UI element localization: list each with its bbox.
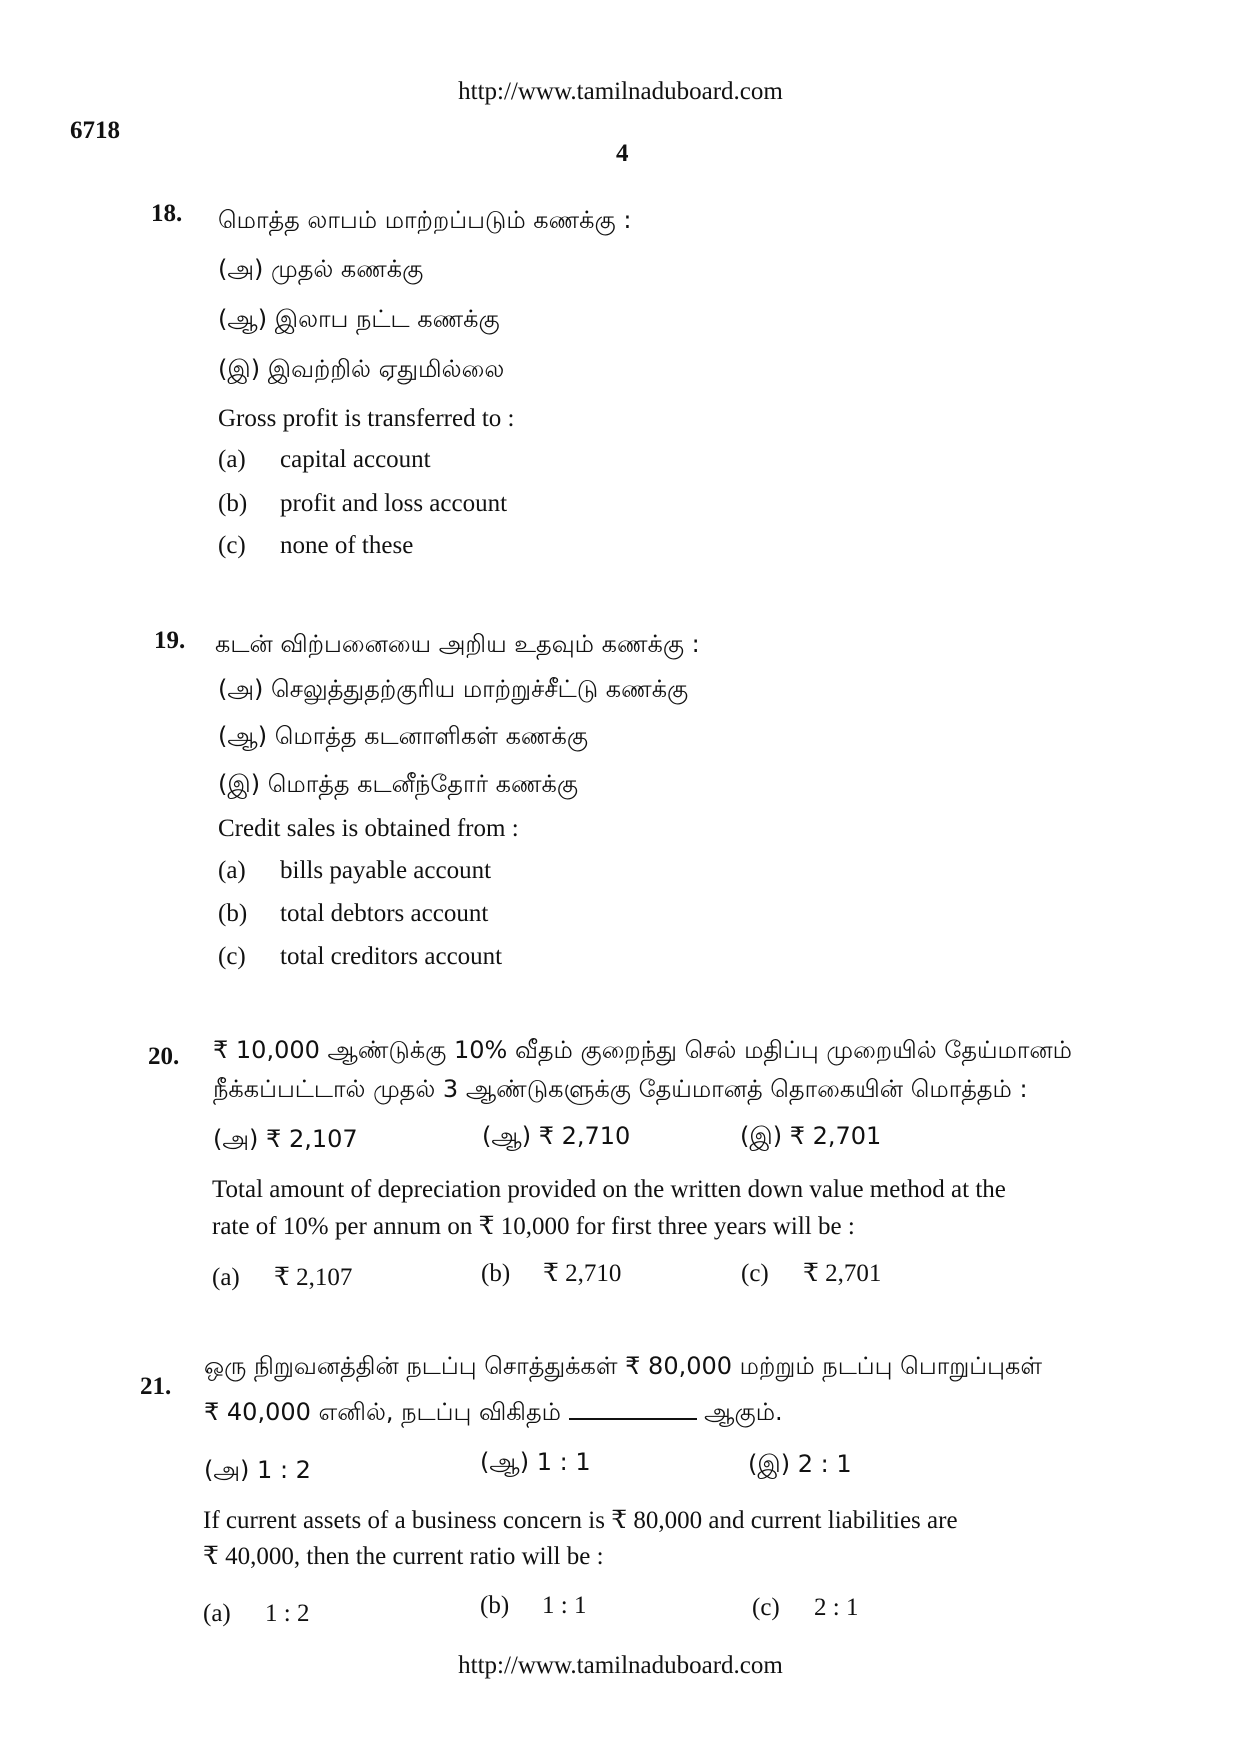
english-question: Credit sales is obtained from : xyxy=(218,815,519,842)
tamil-option: (இ) ₹ 2,701 xyxy=(740,1122,882,1150)
english-option: (a) 1 : 2 xyxy=(203,1600,310,1627)
question-number: 19. xyxy=(154,627,186,654)
tamil-option: (அ) 1 : 2 xyxy=(204,1456,311,1484)
english-option: (b) 1 : 1 xyxy=(480,1592,587,1619)
tamil-option: (அ) முதல் கணக்கு xyxy=(218,255,424,283)
page-number: 4 xyxy=(616,140,629,167)
tamil-option: (அ) செலுத்துதற்குரிய மாற்றுச்சீட்டு கணக்கு xyxy=(218,675,689,703)
english-option: (a) ₹ 2,107 xyxy=(212,1264,353,1291)
english-option: (a) capital account xyxy=(218,446,431,473)
tamil-question-line: நீக்கப்பட்டால் முதல் 3 ஆண்டுகளுக்கு தேய்மானத் தொகையின் மொத்தம் : xyxy=(213,1075,1028,1103)
english-option: (b) total debtors account xyxy=(218,900,489,927)
english-option: (b) profit and loss account xyxy=(218,490,508,517)
tamil-question-line: ₹ 40,000 எனில், நடப்பு விகிதம் ஆகும். xyxy=(204,1398,783,1426)
answer-blank xyxy=(569,1412,697,1420)
paper-code: 6718 xyxy=(70,117,120,144)
english-option: (c) ₹ 2,701 xyxy=(741,1260,882,1287)
tamil-question-line: ஒரு நிறுவனத்தின் நடப்பு சொத்துக்கள் ₹ 80,000 மற்றும் நடப்பு பொறுப்புகள் xyxy=(204,1352,1043,1380)
tamil-option: (ஆ) இலாப நட்ட கணக்கு xyxy=(218,305,500,333)
header-url: http://www.tamilnaduboard.com xyxy=(458,78,783,105)
tamil-option: (இ) மொத்த கடனீந்தோர் கணக்கு xyxy=(218,770,579,798)
english-question: Gross profit is transferred to : xyxy=(218,405,515,432)
english-question-line: If current assets of a business concern is ₹ 80,000 and current liabilities are xyxy=(203,1507,958,1534)
tamil-question: மொத்த லாபம் மாற்றப்படும் கணக்கு : xyxy=(218,206,632,234)
tamil-option: (ஆ) மொத்த கடனாளிகள் கணக்கு xyxy=(218,722,589,750)
english-question-line: Total amount of depreciation provided on the written down value method at the xyxy=(212,1176,1006,1203)
footer-url: http://www.tamilnaduboard.com xyxy=(458,1652,783,1679)
english-option: (c) none of these xyxy=(218,532,414,559)
english-option: (a) bills payable account xyxy=(218,857,492,884)
tamil-question: கடன் விற்பனையை அறிய உதவும் கணக்கு : xyxy=(215,630,700,658)
tamil-option: (ஆ) 1 : 1 xyxy=(480,1448,591,1476)
tamil-question-line: ₹ 10,000 ஆண்டுக்கு 10% வீதம் குறைந்து செல் மதிப்பு முறையில் தேய்மானம் xyxy=(213,1036,1072,1064)
tamil-option: (அ) ₹ 2,107 xyxy=(213,1125,358,1153)
tamil-option: (ஆ) ₹ 2,710 xyxy=(482,1122,631,1150)
english-option: (c) total creditors account xyxy=(218,943,503,970)
english-option: (b) ₹ 2,710 xyxy=(481,1260,622,1287)
question-number: 20. xyxy=(148,1043,180,1070)
tamil-option: (இ) இவற்றில் ஏதுமில்லை xyxy=(218,355,505,383)
tamil-option: (இ) 2 : 1 xyxy=(748,1450,852,1478)
english-option: (c) 2 : 1 xyxy=(752,1594,859,1621)
question-number: 21. xyxy=(140,1373,172,1400)
question-number: 18. xyxy=(151,200,183,227)
english-question-line: ₹ 40,000, then the current ratio will be : xyxy=(203,1543,604,1570)
english-question-line: rate of 10% per annum on ₹ 10,000 for first three years will be : xyxy=(212,1213,855,1240)
